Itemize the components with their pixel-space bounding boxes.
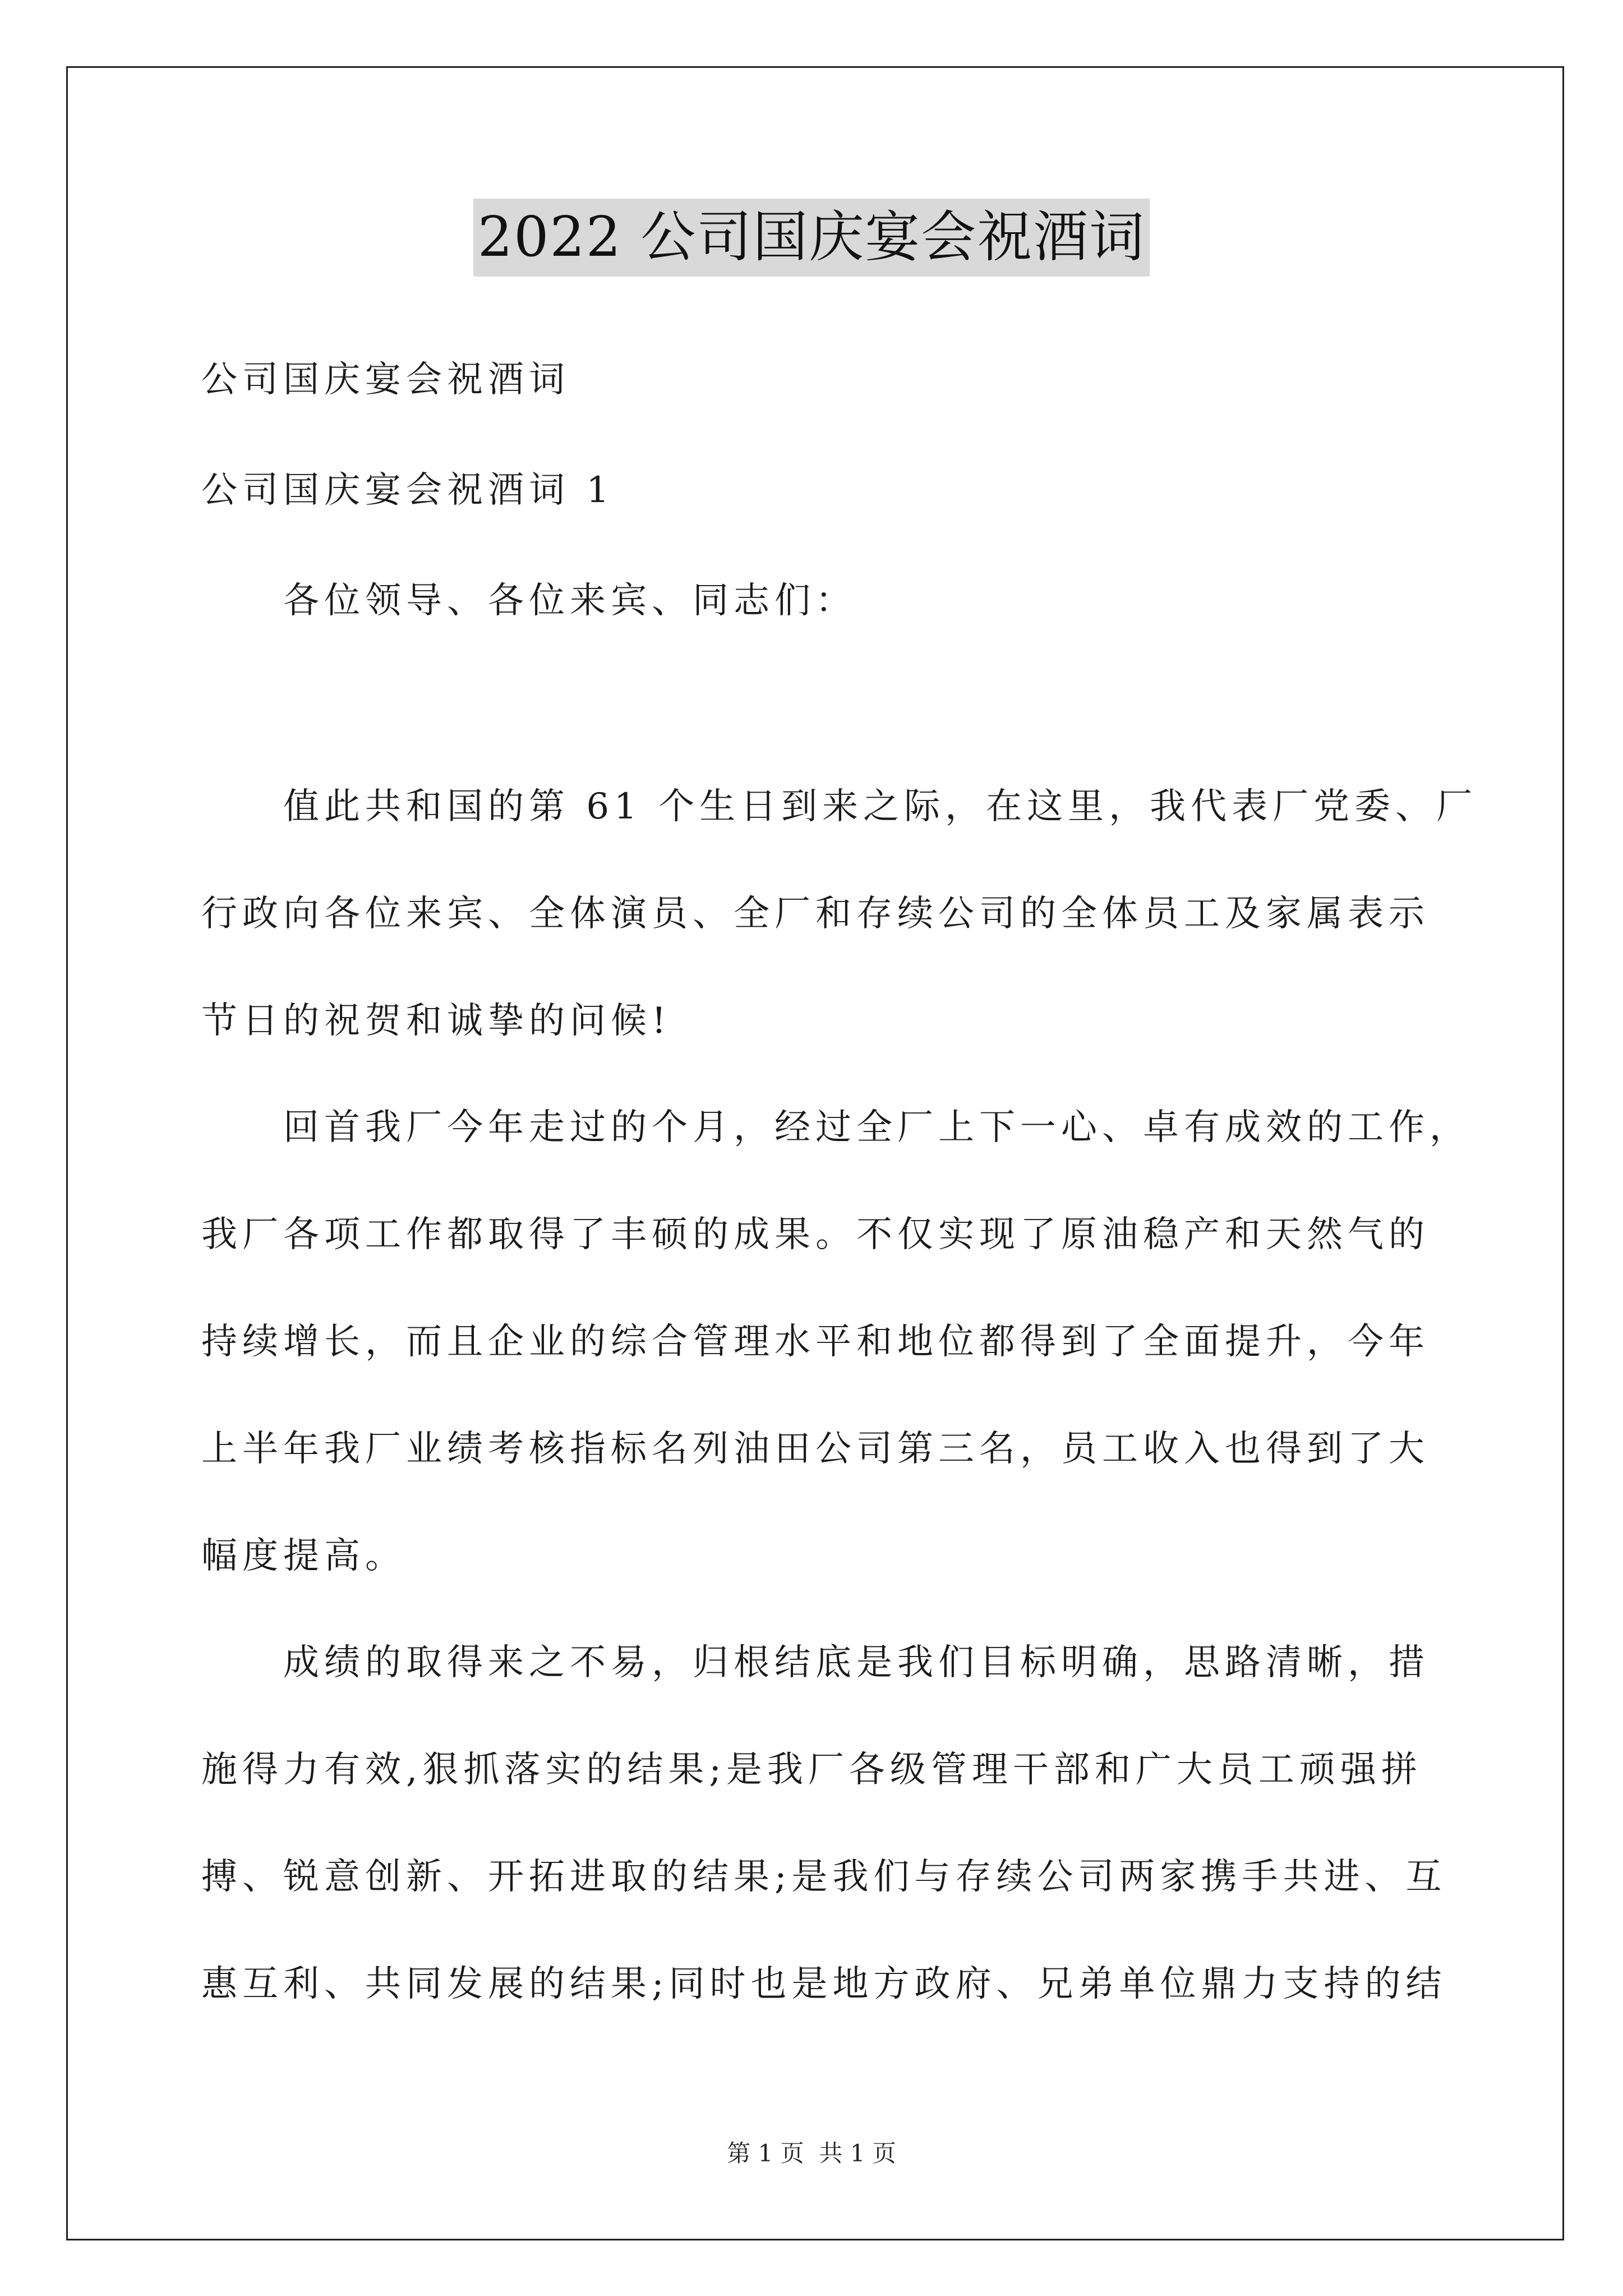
paragraph-line: 持续增长，而且企业的综合管理水平和地位都得到了全面提升，今年 [201, 1321, 1430, 1363]
document-subheading: 公司国庆宴会祝酒词 1 [201, 470, 615, 511]
title-container [0, 199, 1623, 277]
paragraph-line: 惠互利、共同发展的结果;同时也是地方政府、兄弟单位鼎力支持的结 [201, 1963, 1447, 2005]
paragraph-line: 行政向各位来宾、全体演员、全厂和存续公司的全体员工及家属表示 [201, 893, 1430, 935]
paragraph-line: 值此共和国的第 61 个生日到来之际，在这里，我代表厂党委、厂 [283, 786, 1478, 827]
document-heading: 公司国庆宴会祝酒词 [201, 359, 570, 401]
paragraph-line: 成绩的取得来之不易，归根结底是我们目标明确，思路清晰，措 [283, 1642, 1430, 1683]
document-title: 2022 公司国庆宴会祝酒词 [473, 199, 1150, 277]
paragraph-line: 幅度提高。 [201, 1535, 406, 1577]
paragraph-line: 我厂各项工作都取得了丰硕的成果。不仅实现了原油稳产和天然气的 [201, 1214, 1430, 1255]
paragraph-line: 节日的祝贺和诚挚的问候! [201, 1000, 671, 1042]
salutation: 各位领导、各位来宾、同志们： [283, 580, 856, 622]
paragraph-line: 回首我厂今年走过的个月，经过全厂上下一心、卓有成效的工作， [283, 1107, 1470, 1148]
page-footer: 第 1 页 共 1 页 [727, 2139, 896, 2167]
paragraph-line: 上半年我厂业绩考核指标名列油田公司第三名，员工收入也得到了大 [201, 1428, 1430, 1470]
paragraph-line: 搏、锐意创新、开拓进取的结果;是我们与存续公司两家携手共进、互 [201, 1856, 1447, 1898]
paragraph-line: 施得力有效,狠抓落实的结果;是我厂各级管理干部和广大员工顽强拼 [201, 1749, 1422, 1791]
